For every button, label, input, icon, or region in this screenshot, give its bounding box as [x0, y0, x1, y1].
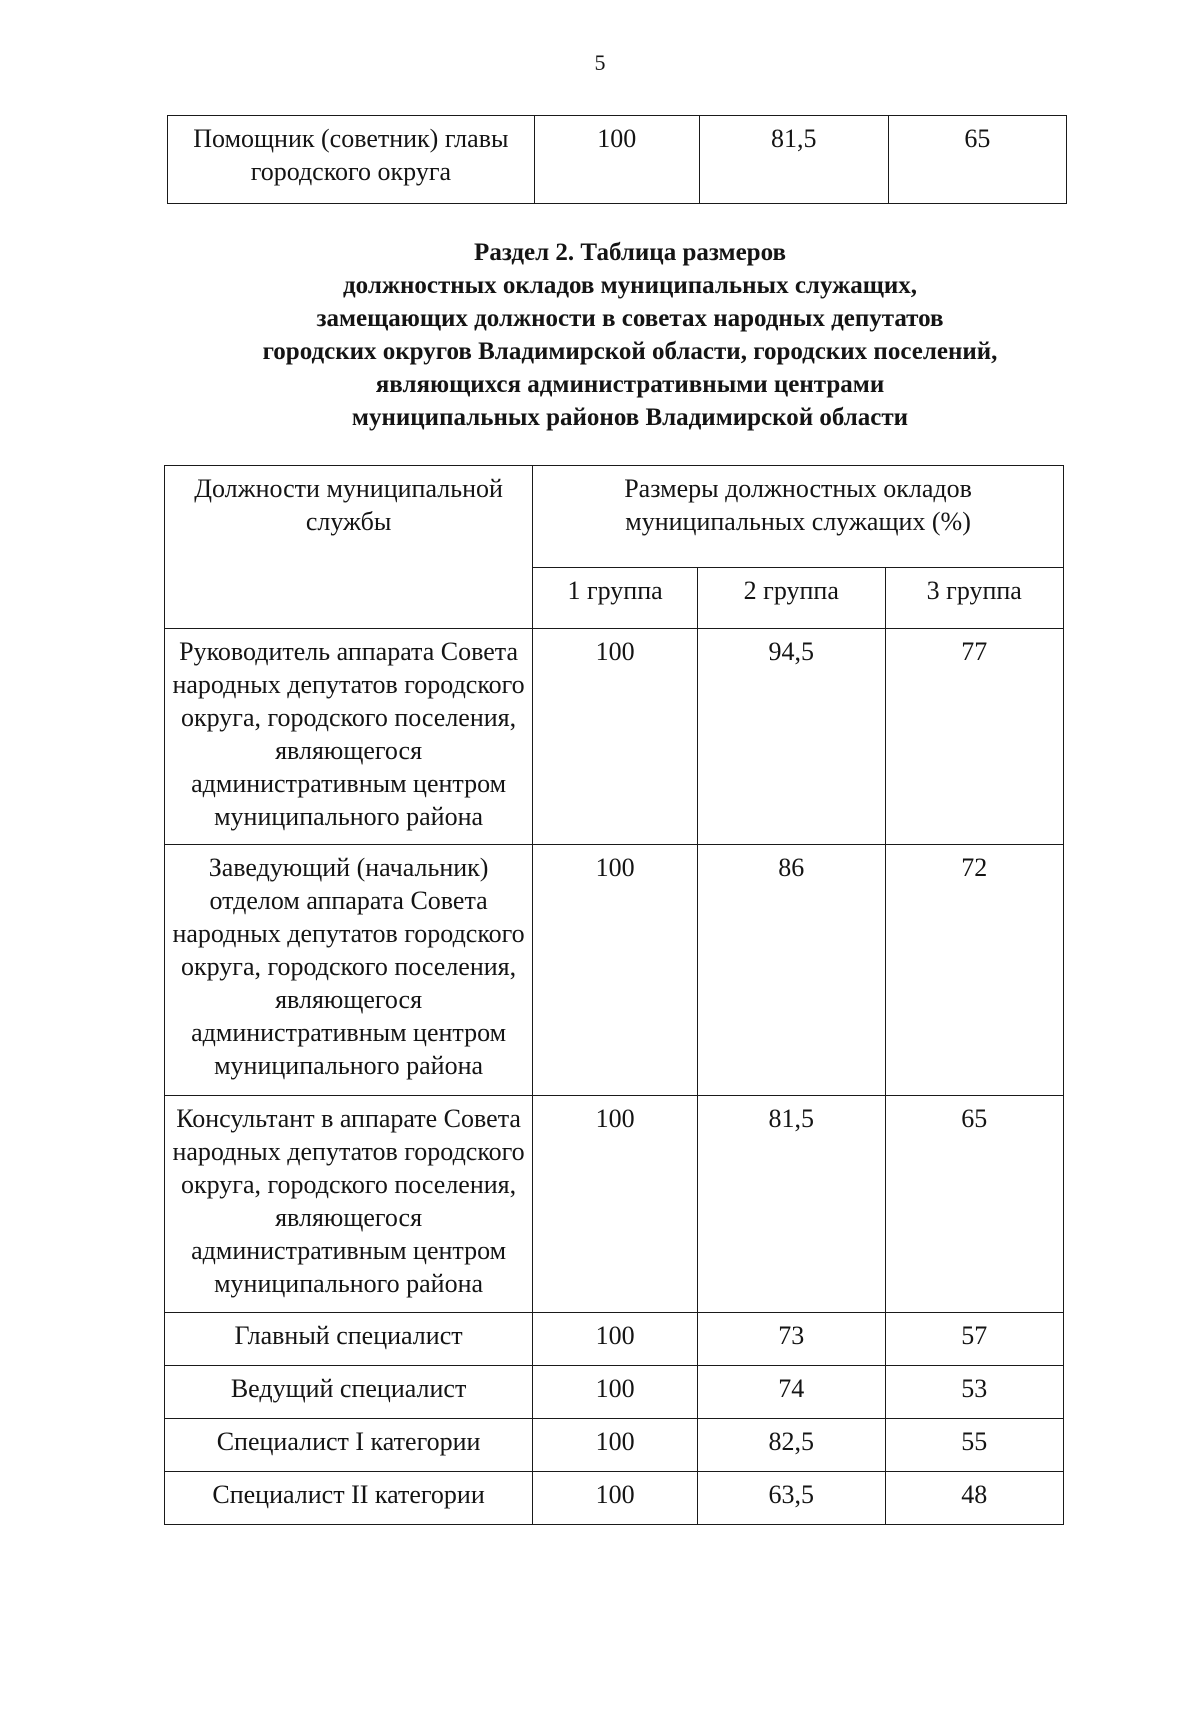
table-header-row — [165, 466, 1064, 568]
table-row — [168, 116, 1067, 204]
group3-cell: 65 — [888, 116, 1066, 204]
position-cell: Консультант в аппарате Совета народных депутатов городского округа, городского поселения, являющегося административным центром муниципального района — [165, 1096, 533, 1313]
salary-table — [164, 465, 1064, 1525]
group3-cell: 55 — [885, 1419, 1063, 1472]
table-row — [165, 1419, 1064, 1472]
group2-cell: 86 — [698, 845, 885, 1096]
group2-cell: 74 — [698, 1366, 885, 1419]
position-cell: Руководитель аппарата Совета народных депутатов городского округа, городского поселения, являющегося административным центром муниципального района — [165, 629, 533, 845]
group3-cell: 48 — [885, 1472, 1063, 1525]
table-row — [165, 1366, 1064, 1419]
continuation-table — [167, 115, 1067, 204]
table-row — [165, 629, 1064, 845]
position-cell: Помощник (советник) главы городского округа — [168, 116, 535, 204]
position-cell: Главный специалист — [165, 1313, 533, 1366]
group1-cell: 100 — [533, 845, 698, 1096]
group3-cell: 53 — [885, 1366, 1063, 1419]
group1-cell: 100 — [534, 116, 699, 204]
position-cell: Заведующий (начальник) отделом аппарата Совета народных депутатов городского округа, городского поселения, являющегося административным центром муниципального района — [165, 845, 533, 1096]
table-row — [165, 1313, 1064, 1366]
heading-line: городских округов Владимирской области, городских поселений, — [262, 338, 998, 365]
group1-cell: 100 — [533, 1472, 698, 1525]
group1-cell: 100 — [533, 1313, 698, 1366]
group3-cell: 77 — [885, 629, 1063, 845]
group2-cell: 81,5 — [698, 1096, 885, 1313]
group1-cell: 100 — [533, 1096, 698, 1313]
header-sizes: Размеры должностных окладов муниципальных служащих (%) — [533, 466, 1064, 568]
group3-cell: 72 — [885, 845, 1063, 1096]
table-row — [165, 1472, 1064, 1525]
group2-cell: 81,5 — [699, 116, 888, 204]
heading-line: муниципальных районов Владимирской области — [351, 404, 909, 431]
position-cell: Специалист I категории — [165, 1419, 533, 1472]
group2-cell: 63,5 — [698, 1472, 885, 1525]
table-row — [165, 1096, 1064, 1313]
section-heading — [160, 236, 1100, 434]
group2-cell: 82,5 — [698, 1419, 885, 1472]
position-cell: Ведущий специалист — [165, 1366, 533, 1419]
header-group1: 1 группа — [533, 568, 698, 629]
group2-cell: 94,5 — [698, 629, 885, 845]
group1-cell: 100 — [533, 1366, 698, 1419]
position-cell: Специалист II категории — [165, 1472, 533, 1525]
group1-cell: 100 — [533, 1419, 698, 1472]
heading-line: замещающих должности в советах народных депутатов — [316, 305, 944, 332]
group3-cell: 65 — [885, 1096, 1063, 1313]
heading-line: являющихся административными центрами — [375, 371, 885, 398]
heading-line: Раздел 2. Таблица размеров — [474, 239, 786, 266]
group1-cell: 100 — [533, 629, 698, 845]
table-row — [165, 845, 1064, 1096]
group2-cell: 73 — [698, 1313, 885, 1366]
header-group2: 2 группа — [698, 568, 885, 629]
page-number: 5 — [594, 50, 606, 75]
heading-line: должностных окладов муниципальных служащих, — [343, 272, 917, 299]
header-position: Должности муниципальной службы — [165, 466, 533, 629]
header-group3: 3 группа — [885, 568, 1063, 629]
group3-cell: 57 — [885, 1313, 1063, 1366]
